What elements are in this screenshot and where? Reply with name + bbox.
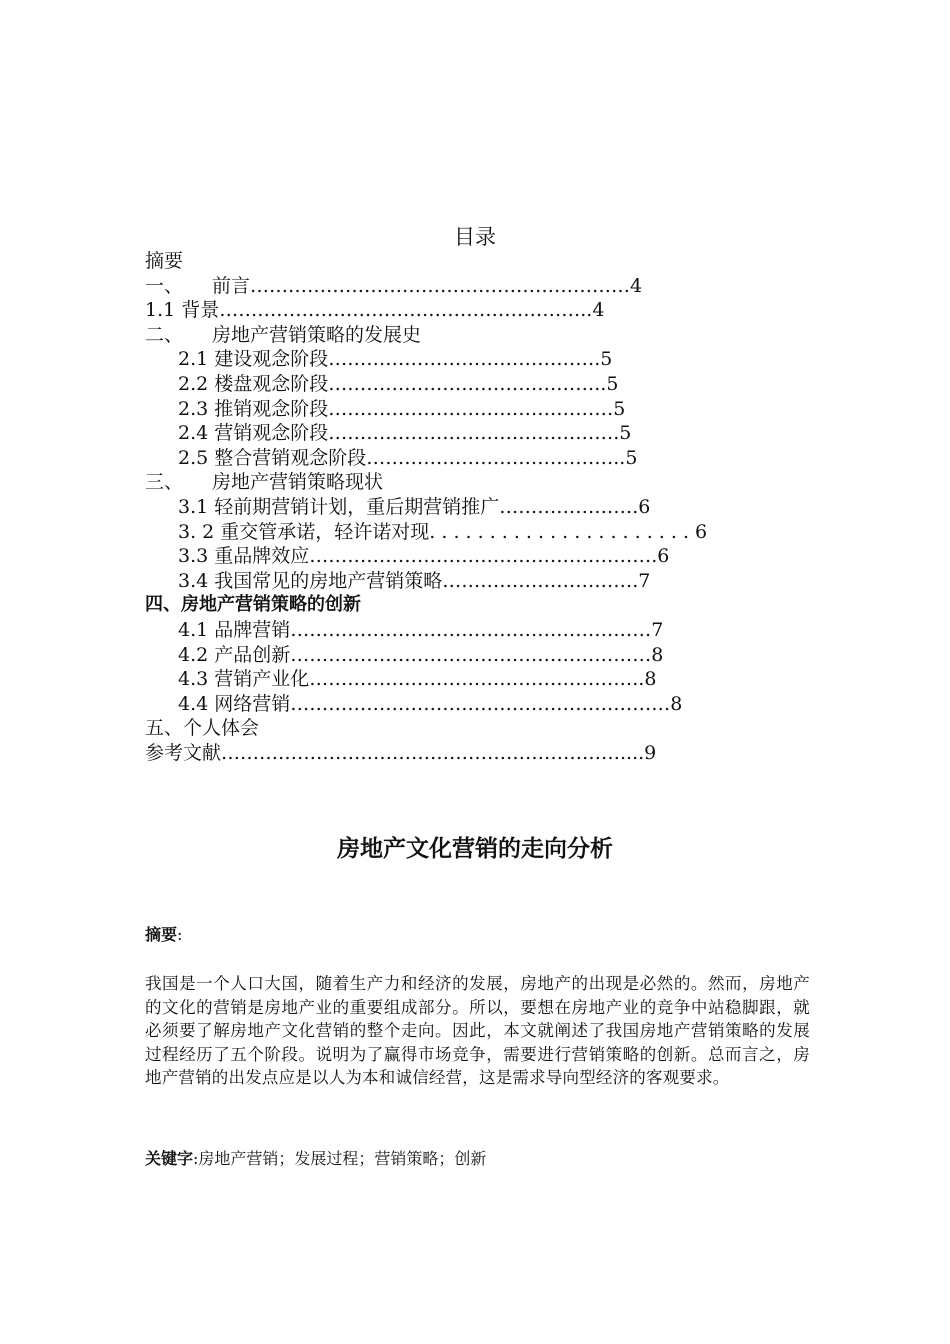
toc-entry: [145, 495, 765, 520]
toc-entry: [145, 372, 765, 397]
toc-entry: [145, 741, 765, 766]
toc-entry: [145, 569, 765, 594]
toc-entry-text: 摘要: [145, 250, 184, 272]
toc-entry: [145, 421, 765, 446]
toc-entry-text: 3.3 重品牌效应……………………………………………….6: [178, 545, 670, 568]
toc-entry: [145, 274, 765, 299]
toc-title: 目录: [454, 225, 496, 249]
toc-entry: [145, 520, 765, 545]
toc-entry-text: 房地产营销策略现状: [212, 471, 384, 494]
toc-entry: [145, 249, 765, 274]
toc-entry: [145, 298, 765, 323]
toc-entry: [145, 347, 765, 372]
toc-entry-text: 2.3 推销观念阶段………………………………………5: [178, 397, 626, 420]
toc-entry: [145, 716, 765, 741]
document-title: 房地产文化营销的走向分析: [337, 836, 613, 862]
toc-entry-number: 一、: [145, 274, 184, 297]
toc-entry-text: 四、房地产营销策略的创新: [145, 594, 361, 616]
keywords-text: 房地产营销；发展过程；营销策略；创新: [198, 1149, 487, 1168]
toc-entry-text: 3.1 轻前期营销计划，重后期营销推广………………….6: [178, 495, 651, 518]
toc-entry: [145, 667, 765, 692]
toc-entry-text: 1.1 背景…………………………………………………..4: [145, 299, 605, 322]
toc-entry: [145, 544, 765, 569]
toc-entry-text: 2.2 楼盘观念阶段……………………………………..5: [178, 372, 619, 395]
toc-entry-text: 3. 2 重交管承诺，轻许诺对现. . . . . . . . . . . . . . . . . . . . . . 6: [178, 520, 708, 543]
toc-entry-text: 4.4 网络营销……………………………………………………8: [178, 692, 683, 715]
toc-entry-text: 2.4 营销观念阶段……………………………………….5: [178, 422, 632, 445]
toc-entry-number: 三、: [145, 471, 184, 494]
toc-entry-text: 4.1 品牌营销…………………………………………………7: [178, 618, 664, 641]
keywords-label: 关键字: [145, 1149, 194, 1168]
keywords-colon: :: [193, 1149, 199, 1168]
toc-entry-text: 参考文献………………………………………………………....9: [145, 741, 657, 764]
abstract-label-colon: :: [177, 925, 183, 944]
toc-entry-number: 二、: [145, 323, 184, 346]
abstract-label-text: 摘要: [145, 925, 178, 944]
toc-entry: [145, 470, 765, 495]
toc-entry: [145, 593, 765, 618]
toc-entry: [145, 323, 765, 348]
toc-entry-text: 2.5 整合营销观念阶段…………………………………..5: [178, 446, 638, 469]
toc-entry: [145, 643, 765, 668]
abstract-text: 我国是一个人口大国，随着生产力和经济的发展，房地产的出现是必然的。然而，房地产的文化的营销是房地产业的重要组成部分。所以，要想在房地产业的竞争中站稳脚跟，就必须要了解房地产文化营销的整个走向。因此，本文就阐述了我国房地产营销策略的发展过程经历了五个阶段。说明为了赢得市场竞争，需要进行营销策略的创新。总而言之，房地产营销的出发点应是以人为本和诚信经营，这是需求导向型经济的客观要求。: [145, 974, 810, 1087]
table-of-contents: [145, 249, 765, 765]
keywords-line: [145, 1146, 486, 1169]
toc-entry-text: 五、个人体会: [145, 717, 260, 740]
toc-entry-text: 2.1 建设观念阶段…………………………………….5: [178, 348, 613, 371]
toc-entry-text: 3.4 我国常见的房地产营销策略………………………….7: [178, 569, 651, 592]
toc-entry-text: 前言……………………………………………………4: [212, 274, 643, 297]
toc-entry: [145, 397, 765, 422]
toc-entry-text: 房地产营销策略的发展史: [212, 323, 422, 346]
toc-entry-text: 4.2 产品创新…………………………………………………8: [178, 643, 664, 666]
toc-entry-text: 4.3 营销产业化……………………………………………..8: [178, 668, 657, 691]
abstract-label: [145, 922, 182, 945]
toc-entry: [145, 618, 765, 643]
toc-entry: [145, 446, 765, 471]
toc-entry: [145, 692, 765, 717]
